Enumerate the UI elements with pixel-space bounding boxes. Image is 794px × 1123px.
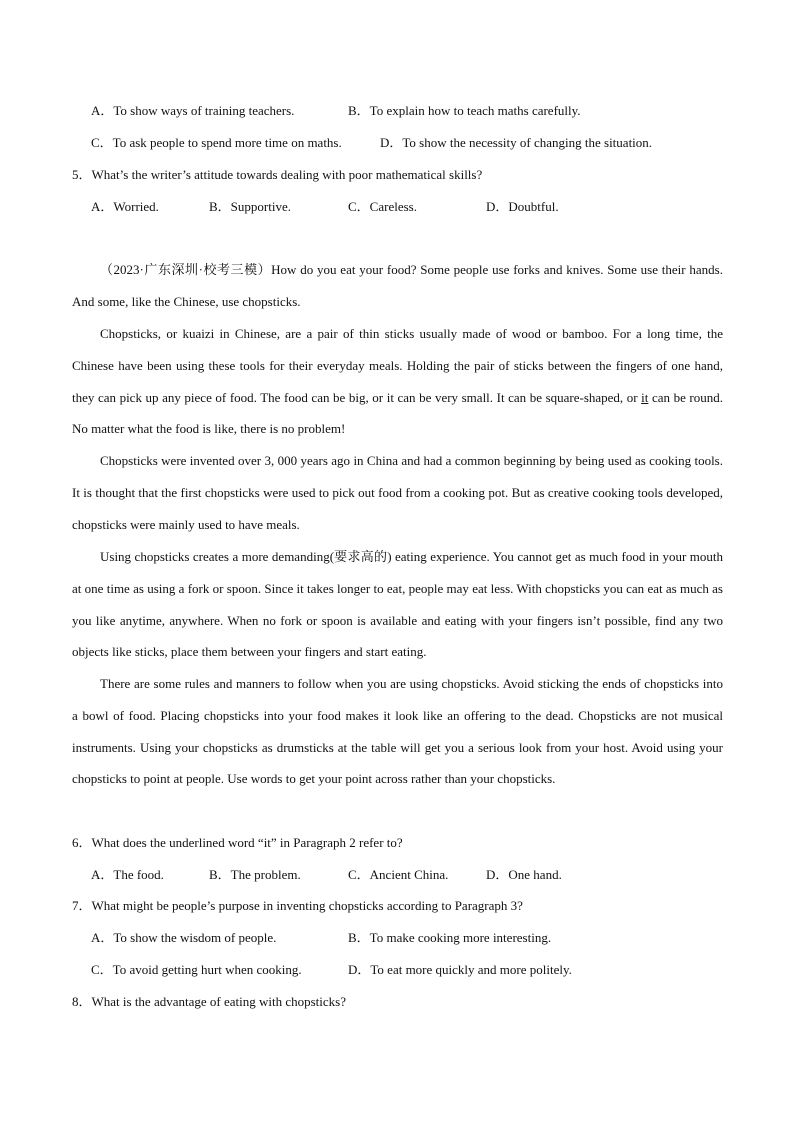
q7-question: 7．What might be people’s purpose in inventing chopsticks according to Paragraph 3? bbox=[72, 898, 523, 913]
passage-paragraph-2 bbox=[72, 318, 723, 445]
q4-option-c[interactable]: C．To ask people to spend more time on maths. bbox=[91, 135, 342, 150]
q4-option-a[interactable]: A．To show ways of training teachers. bbox=[91, 103, 295, 118]
passage-paragraph-3: Chopsticks were invented over 3, 000 years ago in China and had a common beginning by being used as cooking tools. It is thought that the first chopsticks were used to pick out food from a cooking pot. But as creative cooking tools developed, chopsticks were mainly used to have meals. bbox=[72, 453, 723, 532]
q6-option-a[interactable]: A．The food. bbox=[91, 867, 164, 882]
passage-p1-text: How do you eat your food? Some people use forks and knives. Some use their hands. And some, like the Chinese, use chopsticks. bbox=[72, 262, 723, 309]
q4-option-b[interactable]: B．To explain how to teach maths carefully. bbox=[348, 103, 581, 118]
q5-question: 5．What’s the writer’s attitude towards dealing with poor mathematical skills? bbox=[72, 167, 483, 182]
passage-paragraph-4: Using chopsticks creates a more demanding(要求高的) eating experience. You cannot get as much food in your mouth at one time as using a fork or spoon. Since it takes longer to eat, people may eat less. With chopsticks you can eat as much as you like anytime, anywhere. When no fork or spoon is available and eating with your fingers isn’t possible, find any two objects like sticks, place them between your fingers and start eating. bbox=[72, 549, 723, 660]
passage-paragraph-1 bbox=[72, 254, 723, 318]
q4-option-d[interactable]: D．To show the necessity of changing the situation. bbox=[380, 135, 653, 150]
underlined-word-it: it bbox=[641, 389, 649, 405]
q5-option-a[interactable]: A．Worried. bbox=[91, 199, 159, 214]
passage-paragraph-5: There are some rules and manners to follow when you are using chopsticks. Avoid sticking the ends of chopsticks into a bowl of food. Placing chopsticks into your food makes it look like an offering to the dead. Chopsticks are not musical instruments. Using your chopsticks as drumsticks at the table will get you a serious look from your host. Avoid using your chopsticks to point at people. Use words to get your point across rather than your chopsticks. bbox=[72, 676, 723, 787]
q6-option-c[interactable]: C．Ancient China. bbox=[348, 867, 449, 882]
q8-question: 8．What is the advantage of eating with chopsticks? bbox=[72, 994, 347, 1009]
q5-option-c[interactable]: C．Careless. bbox=[348, 199, 417, 214]
q7-option-a[interactable]: A．To show the wisdom of people. bbox=[91, 930, 277, 945]
q7-option-c[interactable]: C．To avoid getting hurt when cooking. bbox=[91, 962, 302, 977]
q7-option-d[interactable]: D．To eat more quickly and more politely. bbox=[348, 962, 572, 977]
passage-source: （2023·广东深圳·校考三模） bbox=[100, 262, 272, 277]
q7-option-b[interactable]: B．To make cooking more interesting. bbox=[348, 930, 552, 945]
q6-option-b[interactable]: B．The problem. bbox=[209, 867, 301, 882]
passage-p2-text-after: can be round. No matter what the food is like, there is no problem! bbox=[72, 389, 723, 437]
q6-question: 6．What does the underlined word “it” in Paragraph 2 refer to? bbox=[72, 835, 403, 850]
q6-option-d[interactable]: D．One hand. bbox=[486, 867, 562, 882]
q5-option-b[interactable]: B．Supportive. bbox=[209, 199, 291, 214]
passage-p2-text-before: Chopsticks, or kuaizi in Chinese, are a pair of thin sticks usually made of wood or bamboo. For a long time, the Chinese have been using these tools for their everyday meals. Holding the pair of sticks between the fingers of one hand, they can pick up any piece of food. The food can be big, or it can be very small. It can be square-shaped, or bbox=[72, 326, 723, 405]
q5-option-d[interactable]: D．Doubtful. bbox=[486, 199, 559, 214]
